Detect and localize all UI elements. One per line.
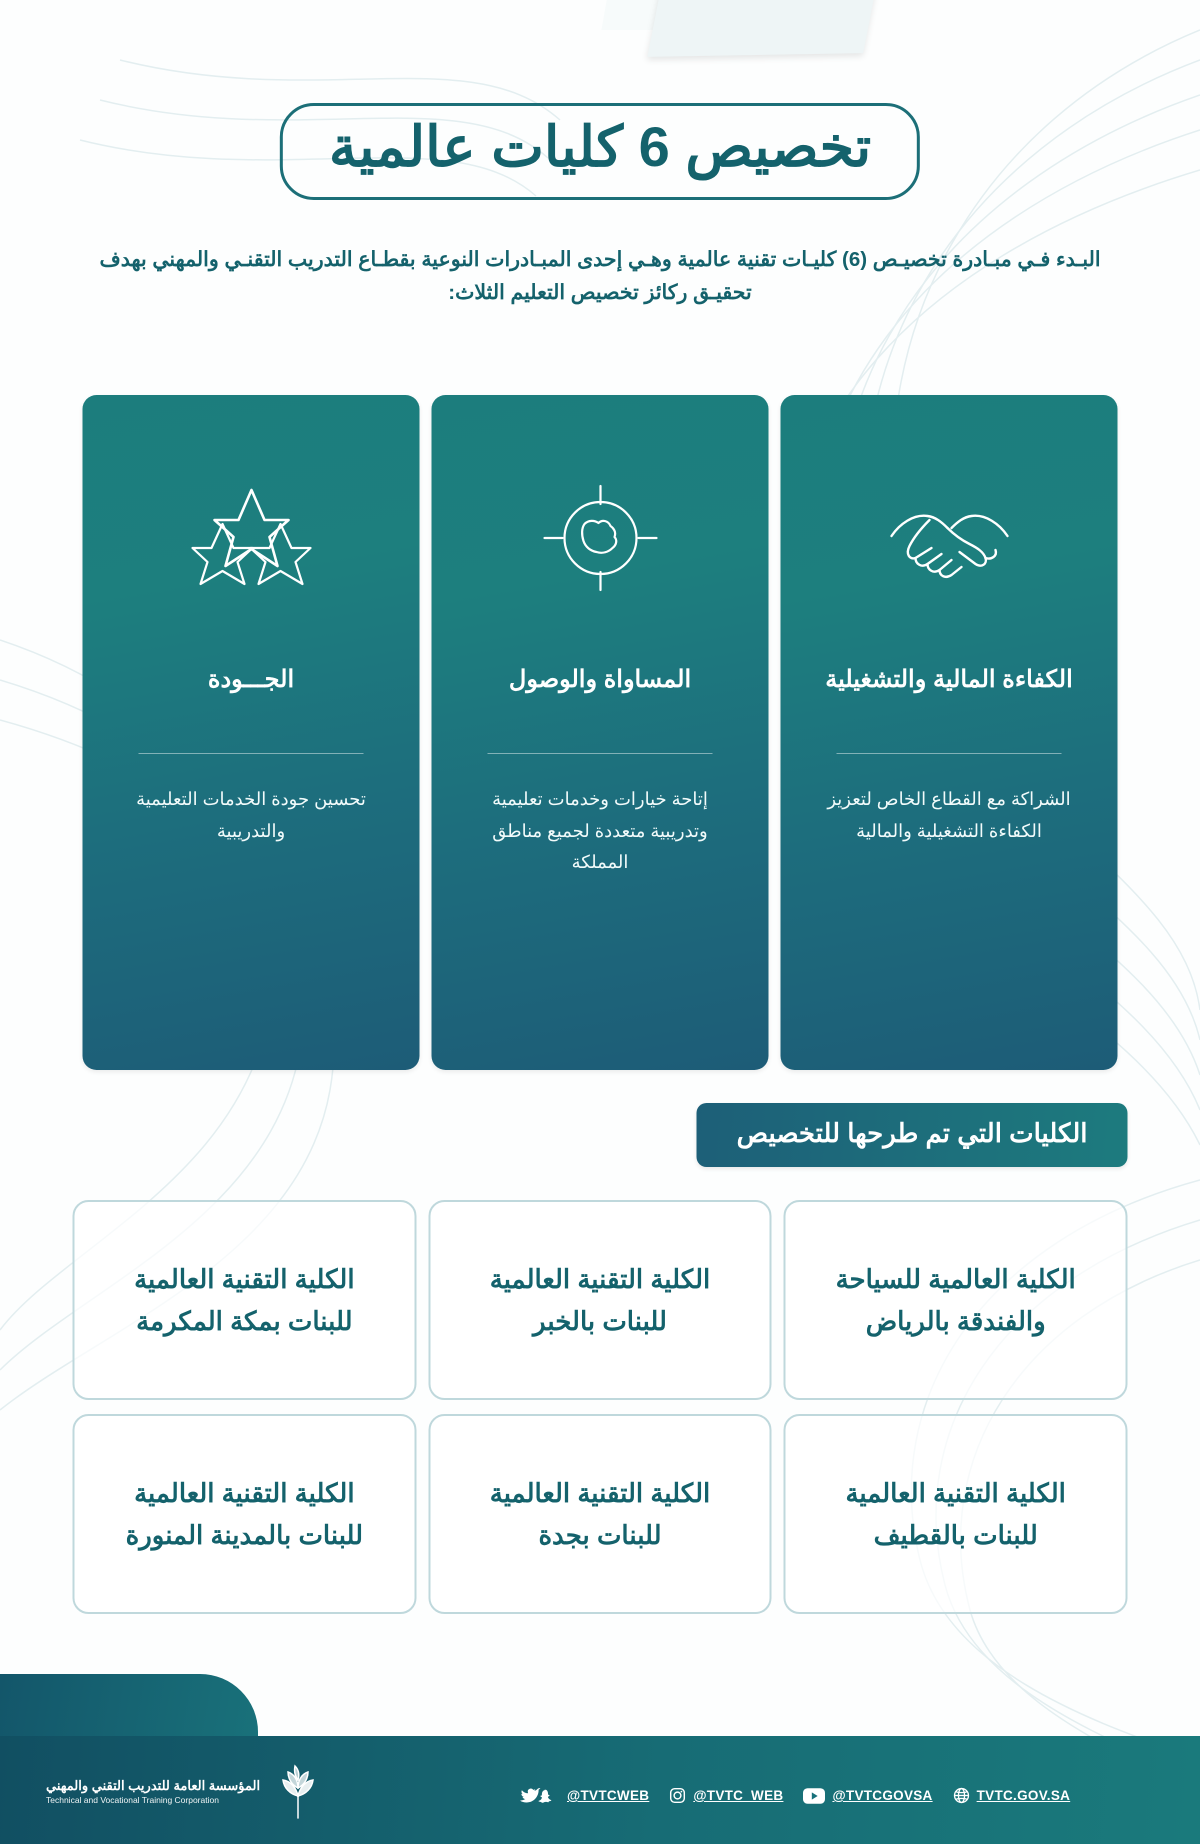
social-handle: @TVTC_WEB — [693, 1788, 784, 1803]
college-card: الكلية التقنية العالمية للبنات بجدة — [428, 1414, 772, 1614]
college-card: الكلية التقنية العالمية للبنات بمكة المكرمة — [73, 1200, 417, 1400]
pillar-title: الكفاءة المالية والتشغيلية — [825, 666, 1073, 693]
divider — [488, 753, 713, 754]
saudi-map-target-icon — [540, 473, 660, 603]
brand-name-en: Technical and Vocational Training Corporation — [46, 1794, 219, 1805]
instagram-icon — [669, 1787, 686, 1804]
college-card: الكلية التقنية العالمية للبنات بالخبر — [428, 1200, 772, 1400]
tree-logo-icon — [274, 1764, 322, 1820]
section-banner — [73, 1103, 1128, 1167]
pillar-card-equality-access — [432, 395, 769, 1070]
twitter-snapchat-icon — [520, 1788, 560, 1804]
colleges-grid — [73, 1200, 1128, 1614]
globe-icon — [953, 1787, 970, 1804]
social-link-website[interactable] — [953, 1787, 1071, 1804]
social-handle: TVTC.GOV.SA — [976, 1788, 1071, 1803]
pillar-title: المساواة والوصول — [508, 666, 692, 693]
page-title-box — [280, 103, 920, 200]
pillar-description: الشراكة مع القطاع الخاص لتعزيز الكفاءة التشغيلية والمالية — [827, 789, 1071, 841]
pillar-title: الجـــودة — [207, 666, 295, 693]
pillar-description: تحسين جودة الخدمات التعليمية والتدريبية — [136, 789, 366, 841]
social-link-instagram[interactable] — [669, 1787, 783, 1804]
pillar-description: إتاحة خيارات وخدمات تعليمية وتدريبية متعددة لجميع مناطق المملكة — [492, 789, 708, 872]
stars-icon — [186, 473, 316, 603]
pillar-card-financial-efficiency — [781, 395, 1118, 1070]
social-handle: @TVTCWEB — [567, 1788, 650, 1803]
brand-name-ar: المؤسسة العامة للتدريب التقني والمهني — [46, 1778, 261, 1794]
paper-sheet-front — [647, 0, 887, 57]
brand-logo — [46, 1764, 322, 1820]
college-card: الكلية التقنية العالمية للبنات بالقطيف — [784, 1414, 1128, 1614]
youtube-icon — [803, 1788, 825, 1804]
college-card: الكلية العالمية للسياحة والفندقة بالرياض — [784, 1200, 1128, 1400]
intro-paragraph: البـدء فـي مبـادرة تخصيـص (6) كليـات تقنية عالمية وهـي إحدى المبـادرات النوعية بقطـاع التدريب التقنـي والمهني بهدف تحقيـق ركائز تخصيص التعليم الثلاث: — [99, 248, 1101, 305]
section-banner-label: الكليات التي تم طرحها للتخصيص — [697, 1103, 1128, 1167]
pillar-card-quality — [83, 395, 420, 1070]
divider — [139, 753, 364, 754]
social-handle: @TVTCGOVSA — [832, 1788, 933, 1803]
handshake-icon — [885, 473, 1013, 603]
footer-logo-tab — [0, 1674, 258, 1736]
social-link-twitter-snapchat[interactable] — [520, 1788, 649, 1804]
divider — [837, 753, 1062, 754]
pillars-row — [73, 395, 1128, 1070]
page-title: تخصيص 6 كليات عالمية — [328, 115, 872, 178]
social-links — [520, 1787, 1070, 1804]
college-card: الكلية التقنية العالمية للبنات بالمدينة المنورة — [73, 1414, 417, 1614]
social-link-youtube[interactable] — [803, 1788, 932, 1804]
